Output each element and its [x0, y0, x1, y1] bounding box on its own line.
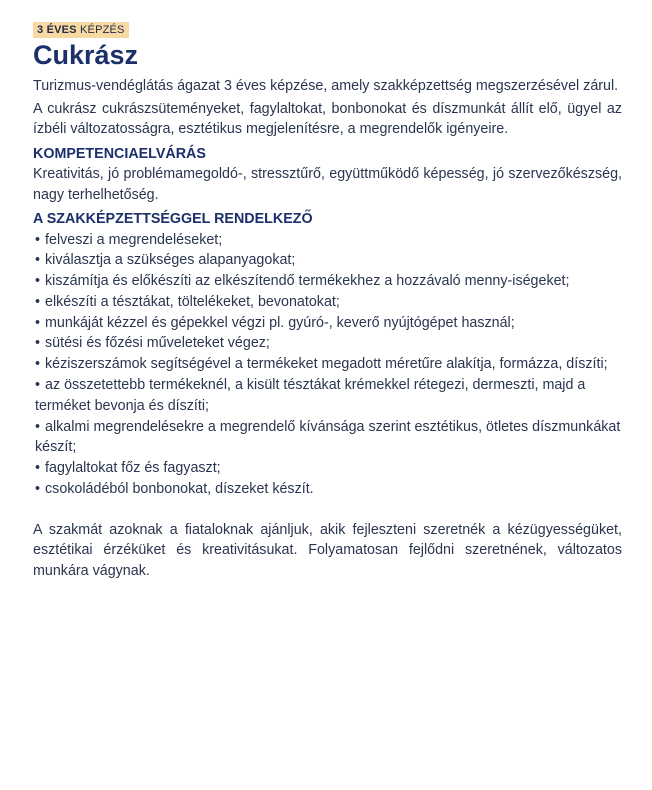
bullet-icon: • [35, 481, 41, 498]
list-item-text: elkészíti a tésztákat, töltelékeket, bevonatokat; [45, 293, 340, 310]
badge-rest-text: KÉPZÉS [76, 24, 125, 36]
list-item [33, 250, 622, 271]
badge-bold-text: 3 ÉVES [37, 24, 77, 36]
list-item [33, 333, 622, 354]
list-item [33, 417, 622, 459]
closing-paragraph: A szakmát azoknak a fiataloknak ajánljuk, akik fejleszteni szeretnék a kézügyességüket, esztétikai érzéküket és kreativitásukat. Folyamatosan fejlődni szeretnének, változatos munkára vágynak. [33, 521, 622, 579]
list-item [33, 271, 622, 292]
page-title: Cukrász [33, 40, 139, 70]
list-item [33, 354, 622, 375]
bullet-icon: • [35, 335, 41, 352]
bullet-icon: • [35, 231, 41, 248]
bullet-icon: • [35, 377, 41, 394]
duties-list [33, 230, 622, 500]
bullet-icon: • [35, 252, 41, 269]
list-item [33, 479, 622, 500]
bullet-icon: • [35, 273, 41, 290]
competence-heading: KOMPETENCIAELVÁRÁS [33, 145, 206, 162]
list-item-text: felveszi a megrendeléseket; [45, 231, 223, 248]
bullet-icon: • [35, 418, 41, 435]
bullet-icon: • [35, 460, 41, 477]
list-item-text: csokoládéból bonbonokat, díszeket készít. [45, 481, 314, 498]
list-item [33, 375, 622, 417]
list-item [33, 230, 622, 251]
intro-paragraph-2: A cukrász cukrászsüteményeket, fagylaltokat, bonbonokat és díszmunkát állít elő, ügyel az ízbéli változatosságra, esztétikus megjelenítésre, a megrendelők igényeire. [33, 100, 622, 137]
list-item-text: az összetettebb termékeknél, a kisült tésztákat krémekkel rétegezi, dermeszti, majd a terméket bevonja és díszíti; [35, 377, 586, 414]
list-item-text: kiválasztja a szükséges alapanyagokat; [45, 252, 296, 269]
section-spacer [33, 500, 622, 520]
list-item-text: kéziszerszámok segítségével a termékeket megadott méretűre alakítja, formázza, díszíti; [45, 356, 608, 373]
list-item-text: sütési és főzési műveleteket végez; [45, 335, 270, 352]
bullet-icon: • [35, 356, 41, 373]
qualified-heading: A SZAKKÉPZETTSÉGGEL RENDELKEZŐ [33, 211, 313, 227]
list-item [33, 313, 622, 334]
intro-paragraph-1: Turizmus-vendéglátás ágazat 3 éves képzése, amely szakképzettség megszerzésével zárul. [33, 78, 619, 94]
list-item-text: munkáját kézzel és gépekkel végzi pl. gyúró-, keverő nyújtógépet használ; [45, 314, 515, 331]
list-item-text: kiszámítja és előkészíti az elkészítendő termékekhez a hozzávaló menny-iségeket; [45, 273, 570, 290]
list-item [33, 458, 622, 479]
list-item [33, 292, 622, 313]
training-duration-badge [33, 22, 129, 38]
competence-text: Kreativitás, jó problémamegoldó-, stressztűrő, együttműködő képesség, jó szervezőkészség, nagy terhelhetőség. [33, 166, 622, 203]
list-item-text: alkalmi megrendelésekre a megrendelő kívánsága szerint esztétikus, ötletes díszmunkákat készít; [35, 418, 621, 456]
bullet-icon: • [35, 314, 41, 331]
list-item-text: fagylaltokat főz és fagyaszt; [45, 460, 221, 477]
bullet-icon: • [35, 293, 41, 310]
